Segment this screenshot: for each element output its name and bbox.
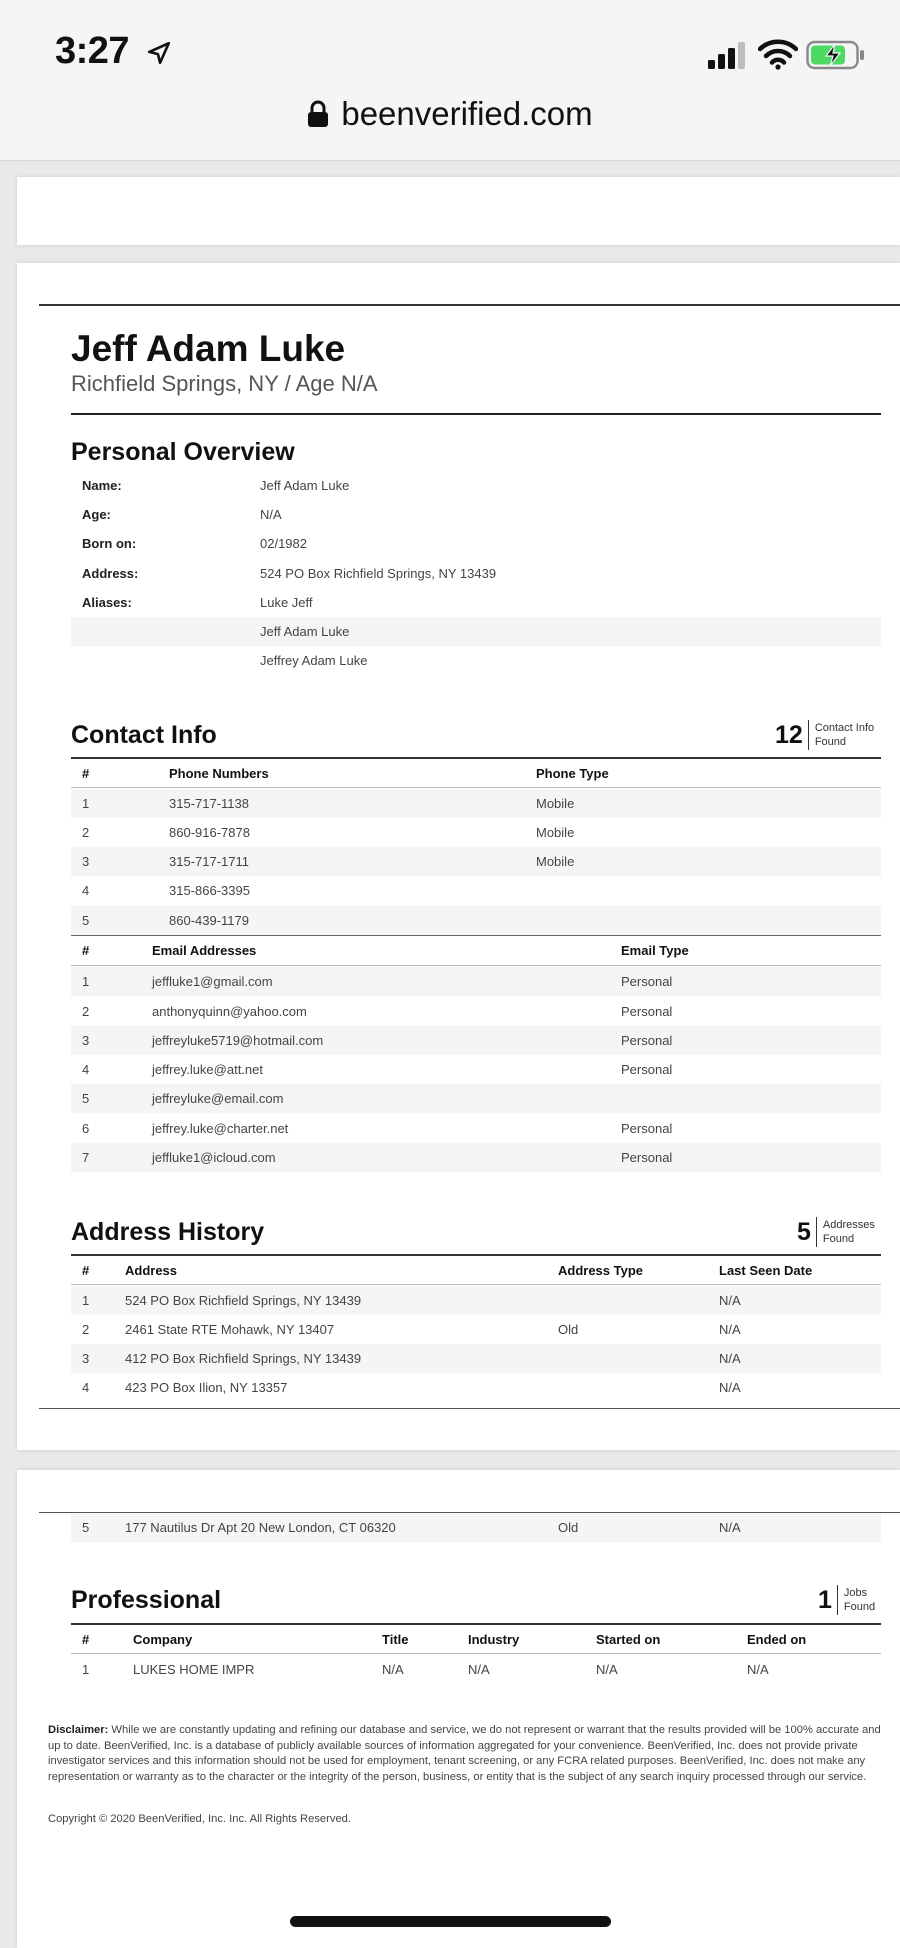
table-row: 6 jeffrey.luke@charter.net Personal — [71, 1114, 881, 1143]
overview-row — [71, 471, 881, 500]
last-seen-date: N/A — [719, 1351, 741, 1366]
table-row: 1 jeffluke1@gmail.com Personal — [71, 967, 881, 996]
table-row: 5 177 Nautilus Dr Apt 20 New London, CT 06320 Old N/A — [71, 1513, 881, 1542]
column-header: Company — [133, 1631, 193, 1647]
column-header: Started on — [596, 1631, 661, 1647]
last-seen-date: N/A — [719, 1380, 741, 1395]
overview-row — [71, 559, 881, 588]
email-address: jeffluke1@gmail.com — [152, 974, 273, 989]
last-seen-date: N/A — [719, 1293, 741, 1308]
address-history-title: Address History — [71, 1218, 265, 1246]
location-arrow-icon — [146, 40, 172, 66]
table-row: 4 jeffrey.luke@att.net Personal — [71, 1055, 881, 1084]
phone-type: Mobile — [536, 825, 575, 840]
phone-table-header — [71, 757, 881, 788]
table-row: 7 jeffluke1@icloud.com Personal — [71, 1143, 881, 1172]
column-header: Email Addresses — [152, 943, 257, 958]
last-seen-date: N/A — [719, 1322, 741, 1337]
overview-row — [71, 617, 881, 646]
overview-row — [71, 500, 881, 529]
email-table-header — [71, 935, 881, 966]
overview-value: Jeff Adam Luke — [260, 478, 350, 493]
personal-overview-title: Personal Overview — [71, 438, 295, 466]
table-row: 3 315-717-1711 Mobile — [71, 847, 881, 876]
home-indicator[interactable] — [290, 1916, 611, 1927]
column-header: Address — [125, 1262, 178, 1278]
column-header: Address Type — [558, 1262, 644, 1278]
overview-label: Address: — [82, 566, 139, 581]
count-number: 12 — [775, 720, 809, 750]
table-row: 1 315-717-1138 Mobile — [71, 789, 881, 818]
email-address: jeffreyluke5719@hotmail.com — [152, 1033, 324, 1048]
disclaimer-text: While we are constantly updating and refining our database and service, we do not represent or warrant that the results provided will be 100% accurate and up to date. BeenVerified, Inc. is a database of publicly available sources of information aggregated for your convenience. BeenVerified, Inc. does not provide private investigator services and this information should not be used for employment, tenant screening, or any FCRA related purposes. BeenVerified, Inc. does not make any representation or warranty as to the character or the integrity of the person, business, or entity that is the subject of any search inquiry processed through our service. — [48, 1724, 881, 1783]
count-number: 1 — [818, 1585, 838, 1615]
email-type: Personal — [621, 1150, 673, 1165]
person-location-age: Richfield Springs, NY / Age N/A — [71, 371, 378, 396]
column-header: # — [82, 1631, 90, 1647]
lock-icon — [307, 100, 329, 128]
column-header: Phone Numbers — [169, 765, 269, 781]
table-row: 4 315-866-3395 — [71, 876, 881, 905]
overview-row — [71, 588, 881, 617]
email-address: jeffluke1@icloud.com — [152, 1150, 276, 1165]
overview-row — [71, 529, 881, 558]
address-value: 177 Nautilus Dr Apt 20 New London, CT 06320 — [125, 1520, 396, 1535]
count-label: Contact Info Found — [814, 722, 875, 748]
page-bottom-rule — [39, 1408, 900, 1409]
cellular-signal-icon — [706, 40, 750, 70]
overview-label: Aliases: — [82, 595, 132, 610]
column-header: Last Seen Date — [719, 1262, 813, 1278]
page-url: beenverified.com — [341, 95, 593, 132]
count-number: 5 — [797, 1217, 817, 1247]
professional-title: Professional — [71, 1586, 222, 1614]
jobs-count — [818, 1585, 875, 1615]
column-header: Phone Type — [536, 765, 609, 781]
industry: N/A — [468, 1662, 490, 1677]
address-table-header — [71, 1254, 881, 1285]
overview-value: 524 PO Box Richfield Springs, NY 13439 — [260, 566, 497, 581]
overview-label: Age: — [82, 507, 111, 522]
page-top-rule — [39, 304, 900, 306]
table-row: 2 2461 State RTE Mohawk, NY 13407 Old N/A — [71, 1315, 881, 1344]
professional-table-header — [71, 1623, 881, 1654]
email-address: jeffrey.luke@charter.net — [152, 1121, 289, 1136]
table-row: 5 jeffreyluke@email.com — [71, 1084, 881, 1113]
phone-number: 315-866-3395 — [169, 883, 250, 898]
address-value: 423 PO Box Ilion, NY 13357 — [125, 1380, 288, 1395]
address-bar[interactable] — [0, 92, 900, 136]
email-type: Personal — [621, 974, 673, 989]
column-header: Ended on — [747, 1631, 807, 1647]
count-label: Jobs Found — [843, 1587, 876, 1613]
overview-label: Born on: — [82, 536, 137, 551]
last-seen-date: N/A — [719, 1520, 741, 1535]
address-value: 524 PO Box Richfield Springs, NY 13439 — [125, 1293, 362, 1308]
email-type: Personal — [621, 1004, 673, 1019]
report-page-1 — [17, 177, 900, 245]
phone-type: Mobile — [536, 796, 575, 811]
disclaimer-label: Disclaimer: — [48, 1724, 109, 1736]
disclaimer — [48, 1723, 893, 1785]
column-header: # — [82, 1262, 90, 1278]
overview-value: Luke Jeff — [260, 595, 313, 610]
wifi-icon — [758, 38, 798, 70]
email-type: Personal — [621, 1062, 673, 1077]
phone-number: 860-916-7878 — [169, 825, 250, 840]
battery-charging-icon — [806, 40, 866, 70]
address-value: 412 PO Box Richfield Springs, NY 13439 — [125, 1351, 362, 1366]
address-type: Old — [558, 1322, 579, 1337]
overview-value: Jeff Adam Luke — [260, 624, 350, 639]
started-on: N/A — [596, 1662, 618, 1677]
address-count — [797, 1217, 875, 1247]
phone-number: 860-439-1179 — [169, 913, 249, 928]
count-label: Addresses Found — [822, 1219, 875, 1245]
column-header: Title — [382, 1631, 409, 1647]
table-row: 2 anthonyquinn@yahoo.com Personal — [71, 997, 881, 1026]
table-row: 2 860-916-7878 Mobile — [71, 818, 881, 847]
email-address: jeffreyluke@email.com — [152, 1091, 284, 1106]
address-type: Old — [558, 1520, 579, 1535]
company-name: LUKES HOME IMPR — [133, 1662, 255, 1677]
column-header: Industry — [468, 1631, 520, 1647]
overview-value: Jeffrey Adam Luke — [260, 653, 368, 668]
status-time: 3:27 — [55, 30, 130, 72]
email-address: jeffrey.luke@att.net — [152, 1062, 263, 1077]
table-row: 3 jeffreyluke5719@hotmail.com Personal — [71, 1026, 881, 1055]
email-type: Personal — [621, 1033, 673, 1048]
phone-number: 315-717-1138 — [169, 796, 249, 811]
column-header: Email Type — [621, 943, 689, 958]
phone-type: Mobile — [536, 854, 575, 869]
header-divider — [71, 413, 881, 415]
copyright: Copyright © 2020 BeenVerified, Inc. Inc. All Rights Reserved. — [48, 1813, 352, 1825]
table-row: 1 LUKES HOME IMPR N/A N/A N/A N/A — [71, 1655, 881, 1684]
person-name: Jeff Adam Luke — [71, 328, 346, 369]
email-address: anthonyquinn@yahoo.com — [152, 1004, 307, 1019]
overview-label: Name: — [82, 478, 122, 493]
browser-header — [0, 0, 900, 161]
overview-value: N/A — [260, 507, 282, 522]
address-value: 2461 State RTE Mohawk, NY 13407 — [125, 1322, 335, 1337]
table-row: 3 412 PO Box Richfield Springs, NY 13439 N/A — [71, 1344, 881, 1373]
contact-info-title: Contact Info — [71, 721, 217, 749]
contact-info-count — [775, 720, 874, 750]
column-header: # — [82, 765, 90, 781]
table-row: 5 860-439-1179 — [71, 906, 881, 935]
phone-number: 315-717-1711 — [169, 854, 249, 869]
table-row: 4 423 PO Box Ilion, NY 13357 N/A — [71, 1373, 881, 1402]
overview-row — [71, 646, 881, 675]
ended-on: N/A — [747, 1662, 769, 1677]
column-header: # — [82, 943, 90, 958]
email-type: Personal — [621, 1121, 673, 1136]
table-row: 1 524 PO Box Richfield Springs, NY 13439 N/A — [71, 1286, 881, 1315]
job-title: N/A — [382, 1662, 404, 1677]
overview-value: 02/1982 — [260, 536, 307, 551]
